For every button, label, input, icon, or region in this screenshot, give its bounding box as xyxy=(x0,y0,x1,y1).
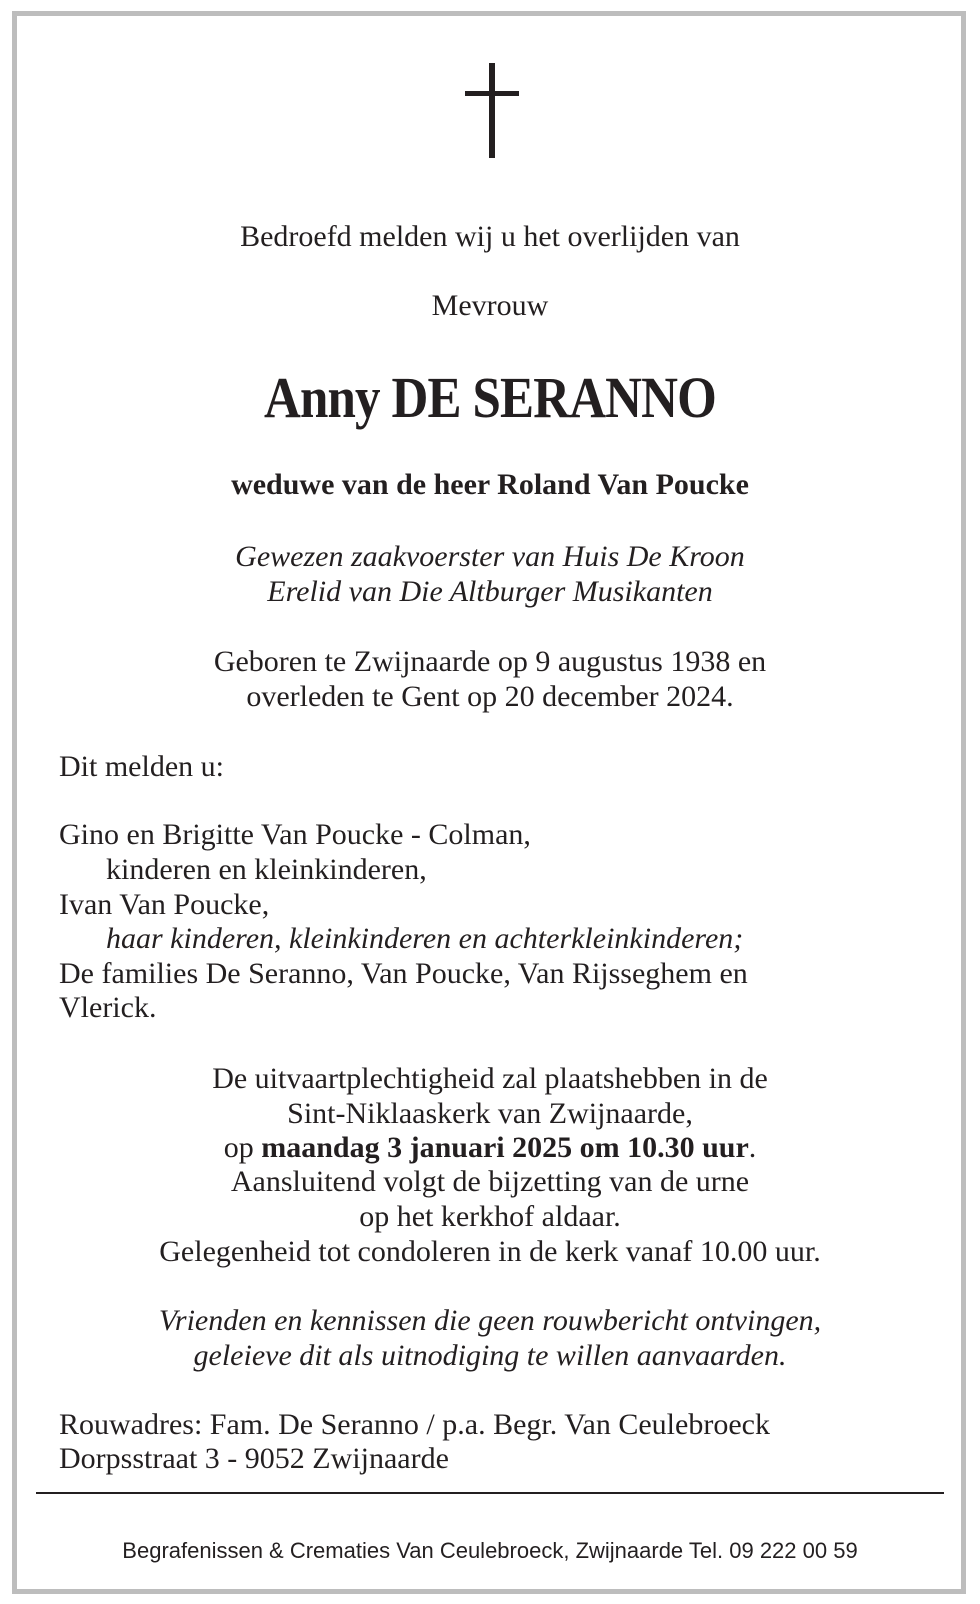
ceremony-line-1: De uitvaartplechtigheid zal plaatshebben in de xyxy=(212,1062,768,1095)
intro-text: Bedroefd melden wij u het overlijden van xyxy=(240,220,740,253)
ceremony-line-4: Aansluitend volgt de bijzetting van de urne xyxy=(230,1165,750,1198)
ceremony-line-6: Gelegenheid tot condoleren in de kerk vanaf 10.00 uur. xyxy=(159,1235,821,1268)
address-line-1: Rouwadres: Fam. De Seranno / p.a. Begr. Van Ceulebroeck xyxy=(59,1408,770,1441)
invitation-line-2: geleieve dit als uitnodiging te willen aanvaarden. xyxy=(193,1339,787,1372)
ceremony-date-time: maandag 3 januari 2025 om 10.30 uur xyxy=(261,1131,749,1164)
family-line-5: De families De Seranno, Van Poucke, Van Rijsseghem en xyxy=(59,957,748,990)
footer-divider xyxy=(36,1492,944,1494)
family-line-2: kinderen en kleinkinderen, xyxy=(106,853,427,886)
family-line-3: Ivan Van Poucke, xyxy=(59,888,270,921)
ceremony-line-3 xyxy=(0,1131,980,1165)
death-date: overleden te Gent op 20 december 2024. xyxy=(246,680,734,713)
spouse-text: weduwe van de heer Roland Van Poucke xyxy=(231,468,749,501)
family-line-1: Gino en Brigitte Van Poucke - Colman, xyxy=(59,818,531,851)
footer-text: Begrafenissen & Crematies Van Ceulebroeck, Zwijnaarde Tel. 09 222 00 59 xyxy=(122,1538,858,1563)
ceremony-suffix: . xyxy=(748,1131,757,1164)
family-line-4: haar kinderen, kleinkinderen en achterkleinkinderen; xyxy=(106,922,744,955)
family-line-6: Vlerick. xyxy=(59,991,157,1024)
cross-icon xyxy=(465,63,519,158)
address-line-2: Dorpsstraat 3 - 9052 Zwijnaarde xyxy=(59,1442,449,1475)
ceremony-line-5: op het kerkhof aldaar. xyxy=(359,1200,621,1233)
role-1: Gewezen zaakvoerster van Huis De Kroon xyxy=(235,540,745,573)
ceremony-prefix: op xyxy=(223,1131,262,1164)
deceased-name: Anny DE SERANNO xyxy=(264,365,716,430)
ceremony-line-2: Sint-Niklaaskerk van Zwijnaarde, xyxy=(287,1097,693,1130)
title-text: Mevrouw xyxy=(431,289,549,322)
role-2: Erelid van Die Altburger Musikanten xyxy=(267,575,713,608)
invitation-line-1: Vrienden en kennissen die geen rouwbericht ontvingen, xyxy=(158,1304,822,1337)
birth-date: Geboren te Zwijnaarde op 9 augustus 1938 en xyxy=(213,645,767,678)
family-lead: Dit melden u: xyxy=(59,750,224,783)
